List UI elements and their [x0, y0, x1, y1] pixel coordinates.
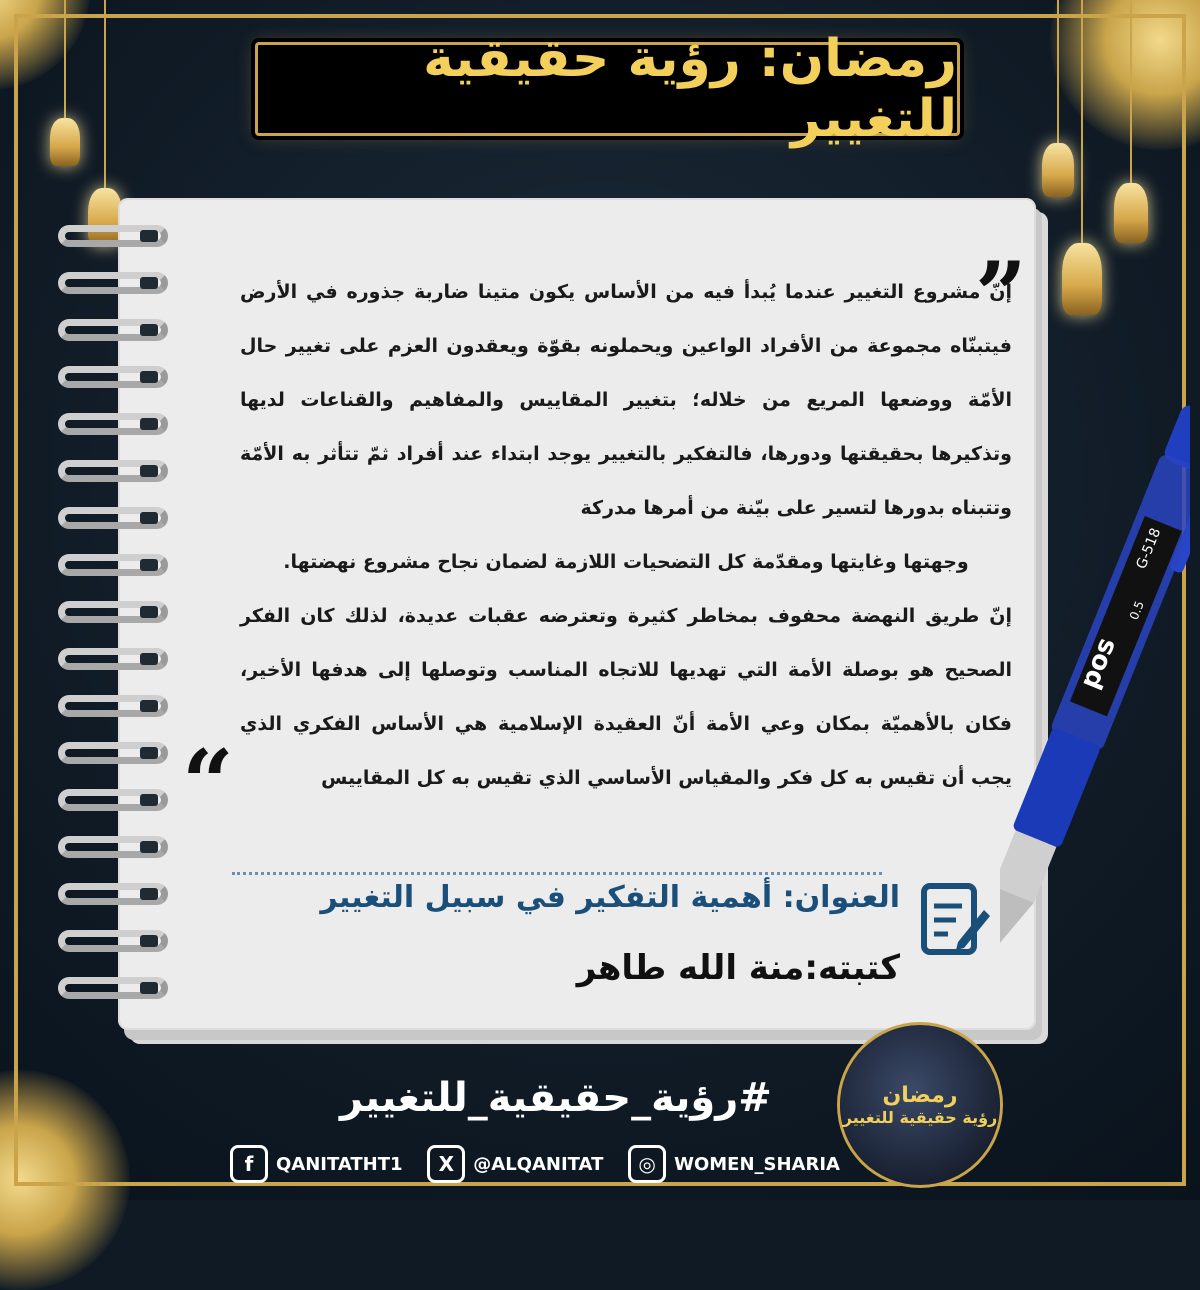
facebook-link[interactable] — [230, 1145, 403, 1183]
article-title: العنوان: أهمية التفكير في سبيل التغيير — [320, 880, 900, 915]
quote-close-icon: “ — [182, 730, 234, 836]
hashtag: #رؤية_حقيقية_للتغيير — [340, 1075, 772, 1121]
page-title-banner — [255, 29, 960, 149]
facebook-icon: f — [230, 1145, 268, 1183]
lantern-icon — [1114, 0, 1148, 250]
instagram-icon: ◎ — [628, 1145, 666, 1183]
campaign-logo — [840, 1025, 1000, 1185]
lantern-icon — [88, 0, 122, 250]
x-twitter-icon: X — [427, 1145, 465, 1183]
twitter-link[interactable] — [427, 1145, 603, 1183]
divider — [232, 872, 882, 875]
instagram-handle: WOMEN_SHARIA — [674, 1153, 840, 1175]
lantern-icon — [1062, 0, 1102, 320]
pen-illustration — [1000, 390, 1190, 990]
pen-brand-label: pos — [1074, 633, 1122, 693]
paragraph: إنّ طريق النهضة محفوف بمخاطر كثيرة وتعترضه عقبات عديدة، لذلك كان الفكر الصحيح هو بوصلة الأمة التي تهديها للاتجاه المناسب وتوصلها إلى هدفها الأخير، فكان بالأهميّة بمكان وعي الأمة أنّ العقيدة الإسلامية هي الأساس الفكري الذي يجب أن تقيس به كل فكر والمقياس الأساسي الذي تقيس به كل المقاييس — [240, 605, 1012, 789]
lantern-icon — [50, 0, 80, 170]
write-document-icon — [918, 880, 990, 960]
pen-model-label: G-518 — [1133, 525, 1165, 572]
instagram-link[interactable] — [628, 1145, 840, 1183]
author-credit: كتبته:منة الله طاهر — [576, 948, 900, 988]
logo-line-2: رؤية حقيقية للتغيير — [842, 1108, 998, 1127]
article-body — [240, 265, 1012, 805]
paragraph: وجهتها وغايتها ومقدّمة كل التضحيات اللازمة لضمان نجاح مشروع نهضتها. — [283, 551, 969, 573]
logo-line-1: رمضان — [882, 1083, 958, 1108]
social-links — [230, 1142, 840, 1186]
paragraph: إنّ مشروع التغيير عندما يُبدأ فيه من الأساس يكون متينا ضاربة جذوره في الأرض فيتبنّاه مجموعة من الأفراد الواعين ويحملونه بقوّة ويعقدون العزم على تغيير حال الأمّة ووضعها المريع من خلاله؛ بتغيير المقاييس والمفاهيم والقناعات لديها وتذكيرها بحقيقتها ودورها، فالتفكير بالتغيير يوجد ابتداء عند أفراد ثمّ تتأثر به الأمّة وتتبناه بدورها لتسير على بيّنة من أمرها مدركة — [240, 281, 1012, 519]
twitter-handle: @ALQANITAT — [473, 1153, 604, 1175]
pen-size-label: 0.5 — [1126, 598, 1147, 622]
quote-open-icon: ” — [975, 242, 1027, 348]
facebook-handle: QANITATHT1 — [276, 1153, 403, 1175]
page-title: رمضان: رؤية حقيقية للتغيير — [423, 29, 957, 149]
